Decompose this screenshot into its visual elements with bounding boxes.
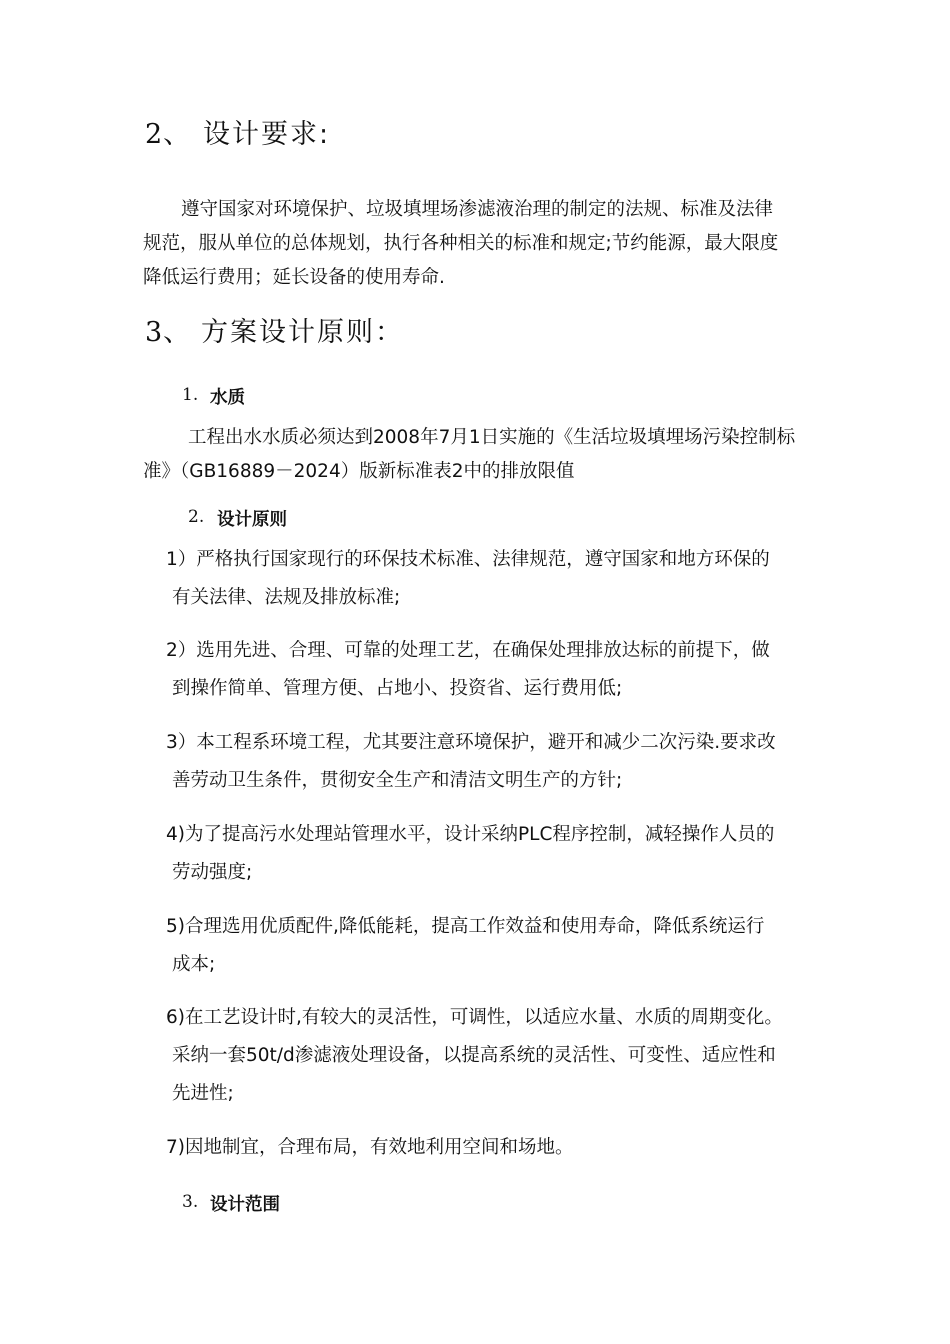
principle-item-3 <box>166 724 776 800</box>
paragraph-line: 工程出水水质必须达到2008年7月1日实施的《生活垃圾填埋场污染控制标 <box>188 427 796 448</box>
section-3-number: 3、 <box>145 317 192 348</box>
subsection-2-number: 2. <box>188 507 205 527</box>
section-2-paragraph <box>143 193 778 295</box>
section-3-title: 方案设计原则： <box>201 317 404 348</box>
item-line: 先进性; <box>172 1083 234 1104</box>
section-2-title: 设计要求: <box>203 119 331 150</box>
principle-item-6 <box>166 999 783 1113</box>
subsection-1-number: 1. <box>182 385 199 405</box>
subsection-3-number: 3. <box>182 1192 199 1212</box>
principle-item-7 <box>166 1129 574 1167</box>
item-line: 劳动强度; <box>172 862 253 883</box>
subsection-2-title: 设计原则 <box>217 510 287 530</box>
item-line: 2）选用先进、合理、可靠的处理工艺，在确保处理排放达标的前提下，做 <box>166 640 770 661</box>
item-line: 有关法律、法规及排放标准; <box>172 587 401 608</box>
paragraph-line: 降低运行费用；延长设备的使用寿命. <box>143 267 445 288</box>
subsection-3-title: 设计范围 <box>210 1195 280 1215</box>
item-line: 善劳动卫生条件，贯彻安全生产和清洁文明生产的方针; <box>172 770 623 791</box>
principle-item-4 <box>166 816 774 892</box>
item-line: 7)因地制宜，合理布局，有效地利用空间和场地。 <box>166 1137 574 1158</box>
item-line: 采纳一套50t/d渗滤液处理设备，以提高系统的灵活性、可变性、适应性和 <box>172 1045 776 1066</box>
principle-item-2 <box>166 632 770 708</box>
paragraph-line: 准》（GB16889－2024）版新标准表2中的排放限值 <box>143 461 575 482</box>
item-line: 4)为了提高污水处理站管理水平，设计采纳PLC程序控制，减轻操作人员的 <box>166 824 775 845</box>
item-line: 成本; <box>172 954 216 975</box>
item-line: 6)在工艺设计时,有较大的灵活性，可调性，以适应水量、水质的周期变化。 <box>166 1007 783 1028</box>
item-line: 5)合理选用优质配件,降低能耗，提高工作效益和使用寿命，降低系统运行 <box>166 916 765 937</box>
paragraph-line: 遵守国家对环境保护、垃圾填埋场渗滤液治理的制定的法规、标准及法律 <box>181 199 774 220</box>
item-line: 3）本工程系环境工程，尤其要注意环境保护，避开和减少二次污染.要求改 <box>166 732 776 753</box>
paragraph-line: 规范，服从单位的总体规划，执行各种相关的标准和规定;节约能源，最大限度 <box>143 233 779 254</box>
principle-item-1 <box>166 541 770 617</box>
subsection-1-title: 水质 <box>210 388 245 408</box>
item-line: 1）严格执行国家现行的环保技术标准、法律规范，遵守国家和地方环保的 <box>166 549 770 570</box>
section-2-number: 2、 <box>145 119 192 150</box>
subsection-1-paragraph <box>143 421 795 489</box>
item-line: 到操作简单、管理方便、占地小、投资省、运行费用低; <box>172 678 623 699</box>
principle-item-5 <box>166 908 764 984</box>
